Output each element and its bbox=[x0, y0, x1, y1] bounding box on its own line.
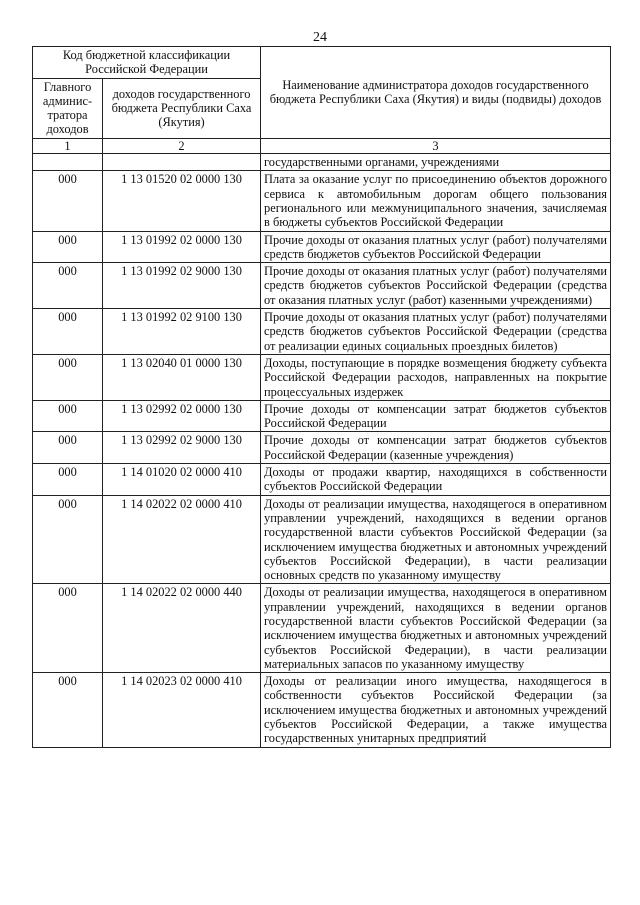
page-number: 24 bbox=[313, 30, 327, 45]
admin-code-cell: 000 bbox=[33, 309, 103, 355]
income-code-cell: 1 13 01992 02 9000 130 bbox=[103, 263, 261, 309]
table-row bbox=[33, 400, 611, 432]
admin-code-cell: 000 bbox=[33, 231, 103, 263]
admin-code-cell: 000 bbox=[33, 673, 103, 747]
header-col3: Наименование администратора доходов государственного бюджета Республики Саха (Якутия) и виды (подвиды) доходов bbox=[261, 47, 611, 139]
income-name-cell: Прочие доходы от оказания платных услуг (работ) получателями средств бюджетов субъектов Российской Федерации (средства от оказания платных услуг (работ) казенными учреждениями) bbox=[261, 263, 611, 309]
column-number: 1 bbox=[33, 138, 103, 153]
column-number: 2 bbox=[103, 138, 261, 153]
admin-code-cell: 000 bbox=[33, 495, 103, 584]
income-name-cell: Прочие доходы от оказания платных услуг (работ) получателями средств бюджетов субъектов Российской Федерации bbox=[261, 231, 611, 263]
income-code-cell: 1 14 02022 02 0000 410 bbox=[103, 495, 261, 584]
table-row bbox=[33, 309, 611, 355]
income-name-cell: Доходы, поступающие в порядке возмещения бюджету субъекта Российской Федерации расходов, направленных на покрытие процессуальных издержек bbox=[261, 354, 611, 400]
income-code-cell: 1 13 01992 02 0000 130 bbox=[103, 231, 261, 263]
header-col2: доходов государственного бюджета Республики Саха (Якутия) bbox=[103, 78, 261, 138]
admin-code-cell: 000 bbox=[33, 464, 103, 496]
income-code-cell: 1 14 02023 02 0000 410 bbox=[103, 673, 261, 747]
income-code-cell: 1 13 01992 02 9100 130 bbox=[103, 309, 261, 355]
header-group-title: Код бюджетной классификации Российской Федерации bbox=[33, 47, 261, 79]
income-name-cell: Прочие доходы от оказания платных услуг (работ) получателями средств бюджетов субъектов Российской Федерации (средства от реализации единых социальных проездных билетов) bbox=[261, 309, 611, 355]
income-code-cell: 1 14 02022 02 0000 440 bbox=[103, 584, 261, 673]
header-col1: Главного админис-тратора доходов bbox=[33, 78, 103, 138]
column-number: 3 bbox=[261, 138, 611, 153]
admin-code-cell: 000 bbox=[33, 432, 103, 464]
budget-classification-table bbox=[32, 46, 611, 748]
admin-code-cell: 000 bbox=[33, 354, 103, 400]
income-code-cell: 1 13 02992 02 9000 130 bbox=[103, 432, 261, 464]
income-name-cell: Прочие доходы от компенсации затрат бюджетов субъектов Российской Федерации bbox=[261, 400, 611, 432]
table-row bbox=[33, 354, 611, 400]
table-row bbox=[33, 584, 611, 673]
admin-code-cell: 000 bbox=[33, 400, 103, 432]
income-name-cell: Доходы от реализации имущества, находящегося в оперативном управлении учреждений, находящихся в ведении органов государственной власти субъектов Российской Федерации (за исключением имущества бюджетных и автономных учреждений субъектов Российской Федерации), в части реализации основных средств по указанному имуществу bbox=[261, 495, 611, 584]
continuation-row bbox=[33, 154, 611, 171]
income-code-cell: 1 13 01520 02 0000 130 bbox=[103, 171, 261, 231]
table-row bbox=[33, 673, 611, 747]
income-name-cell: Плата за оказание услуг по присоединению объектов дорожного сервиса к автомобильным дорогам общего пользования регионального или межмуниципального значения, зачисляемая в бюджеты субъектов Российской Федерации bbox=[261, 171, 611, 231]
income-name-cell: Доходы от реализации иного имущества, находящегося в собственности субъектов Российской Федерации (за исключением имущества бюджетных и автономных учреждений субъектов Российской Федерации, а также имущества государственных унитарных предприятий bbox=[261, 673, 611, 747]
income-code-cell: 1 13 02040 01 0000 130 bbox=[103, 354, 261, 400]
table-row bbox=[33, 263, 611, 309]
income-code-cell: 1 13 02992 02 0000 130 bbox=[103, 400, 261, 432]
admin-code-cell: 000 bbox=[33, 584, 103, 673]
income-code-cell: 1 14 01020 02 0000 410 bbox=[103, 464, 261, 496]
table-row bbox=[33, 231, 611, 263]
table-row bbox=[33, 495, 611, 584]
table-row bbox=[33, 464, 611, 496]
income-name-cell: Доходы от реализации имущества, находящегося в оперативном управлении учреждений, находящихся в ведении органов государственной власти субъектов Российской Федерации (за исключением имущества бюджетных и автономных учреждений субъектов Российской Федерации), в части реализации материальных запасов по указанному имуществу bbox=[261, 584, 611, 673]
income-name-cell: Прочие доходы от компенсации затрат бюджетов субъектов Российской Федерации (казенные учреждения) bbox=[261, 432, 611, 464]
table-row bbox=[33, 171, 611, 231]
continuation-text: государственными органами, учреждениями bbox=[261, 154, 611, 171]
admin-code-cell: 000 bbox=[33, 263, 103, 309]
table-row bbox=[33, 432, 611, 464]
income-name-cell: Доходы от продажи квартир, находящихся в собственности субъектов Российской Федерации bbox=[261, 464, 611, 496]
admin-code-cell: 000 bbox=[33, 171, 103, 231]
